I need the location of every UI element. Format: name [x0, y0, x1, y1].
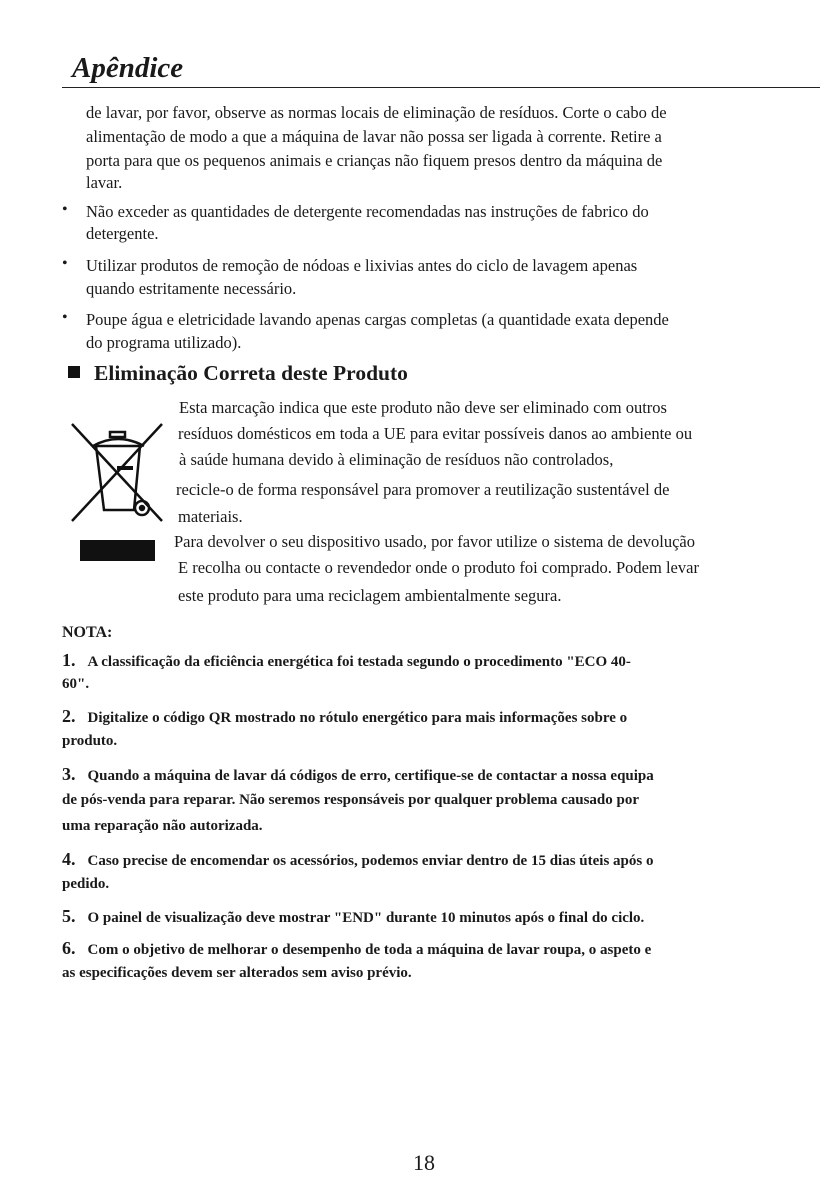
header-rule	[62, 87, 820, 88]
disposal-line: resíduos domésticos em toda a UE para evitar possíveis danos ao ambiente ou	[178, 424, 693, 443]
nota-item-text: de pós-venda para reparar. Não seremos responsáveis por qualquer problema causado por	[62, 792, 639, 808]
nota-item-line	[62, 792, 639, 809]
section-heading	[68, 361, 408, 386]
disposal-line: este produto para uma reciclagem ambientalmente segura.	[178, 586, 562, 605]
bullet-line: quando estritamente necessário.	[86, 279, 297, 298]
nota-item-text: Digitalize o código QR mostrado no rótulo energético para mais informações sobre o	[87, 710, 628, 726]
nota-item-text: Caso precise de encomendar os acessórios, podemos enviar dentro de 15 dias úteis após o	[87, 853, 654, 869]
disposal-line: Para devolver o seu dispositivo usado, por favor utilize o sistema de devolução	[174, 532, 695, 551]
disposal-line: E recolha ou contacte o revendedor onde o produto foi comprado. Podem levar	[178, 558, 699, 577]
nota-item-text: O painel de visualização deve mostrar "END" durante 10 minutos após o final do ciclo.	[87, 910, 645, 926]
nota-item-line	[62, 650, 631, 671]
paragraph-line: lavar.	[86, 173, 123, 192]
nota-item-line	[62, 764, 654, 785]
bullet-line: Não exceder as quantidades de detergente recomendadas nas instruções de fabrico do	[86, 202, 649, 221]
nota-item-text: Quando a máquina de lavar dá códigos de erro, certifique-se de contactar a nossa equipa	[87, 768, 654, 784]
nota-item-line	[62, 706, 627, 727]
nota-item-text: produto.	[62, 733, 118, 749]
nota-item-text: uma reparação não autorizada.	[62, 818, 263, 834]
disposal-line: materiais.	[178, 507, 243, 526]
weee-bar	[80, 540, 155, 561]
nota-item-line	[62, 849, 653, 870]
paragraph-line: de lavar, por favor, observe as normas locais de eliminação de resíduos. Corte o cabo de	[86, 103, 667, 122]
nota-item-text: Com o objetivo de melhorar o desempenho de toda a máquina de lavar roupa, o aspeto e	[87, 942, 652, 958]
paragraph-line: porta para que os pequenos animais e crianças não fiquem presos dentro da máquina de	[86, 151, 663, 170]
nota-item-number: 3.	[62, 764, 76, 784]
bullet-line: Utilizar produtos de remoção de nódoas e lixivias antes do ciclo de lavagem apenas	[86, 256, 638, 275]
nota-item-number: 1.	[62, 650, 76, 670]
nota-item-line	[62, 818, 263, 835]
nota-item-line	[62, 876, 109, 893]
nota-item-text: 60".	[62, 676, 90, 692]
page-number: 18	[413, 1150, 435, 1175]
nota-item-text: A classificação da eficiência energética foi testada segundo o procedimento "ECO 40-	[87, 654, 631, 670]
bullet-line: detergente.	[86, 224, 159, 243]
bullet-marker: •	[62, 255, 68, 272]
nota-item-text: as especificações devem ser alterados sem aviso prévio.	[62, 965, 412, 981]
nota-item-number: 5.	[62, 906, 76, 926]
disposal-line: à saúde humana devido à eliminação de resíduos não controlados,	[179, 450, 614, 469]
weee-crossed-bin-icon	[68, 420, 168, 525]
bullet-line: do programa utilizado).	[86, 333, 242, 352]
nota-label: NOTA:	[62, 624, 113, 641]
page-title: Apêndice	[72, 52, 184, 84]
nota-item-line	[62, 733, 117, 750]
nota-item-line	[62, 906, 644, 927]
section-heading-text: Eliminação Correta deste Produto	[94, 361, 408, 385]
square-bullet-icon	[68, 366, 80, 378]
bullet-line: Poupe água e eletricidade lavando apenas cargas completas (a quantidade exata depende	[86, 310, 669, 329]
nota-item-number: 6.	[62, 938, 76, 958]
nota-item-number: 2.	[62, 706, 76, 726]
bullet-marker: •	[62, 309, 68, 326]
nota-item-line	[62, 965, 412, 982]
disposal-line: Esta marcação indica que este produto não deve ser eliminado com outros	[179, 398, 667, 417]
bullet-marker: •	[62, 201, 68, 218]
nota-item-line	[62, 676, 89, 693]
paragraph-line: alimentação de modo a que a máquina de lavar não possa ser ligada à corrente. Retire a	[86, 127, 662, 146]
disposal-line: recicle-o de forma responsável para promover a reutilização sustentável de	[176, 480, 670, 499]
nota-item-number: 4.	[62, 849, 76, 869]
nota-item-line	[62, 938, 651, 959]
nota-item-text: pedido.	[62, 876, 110, 892]
